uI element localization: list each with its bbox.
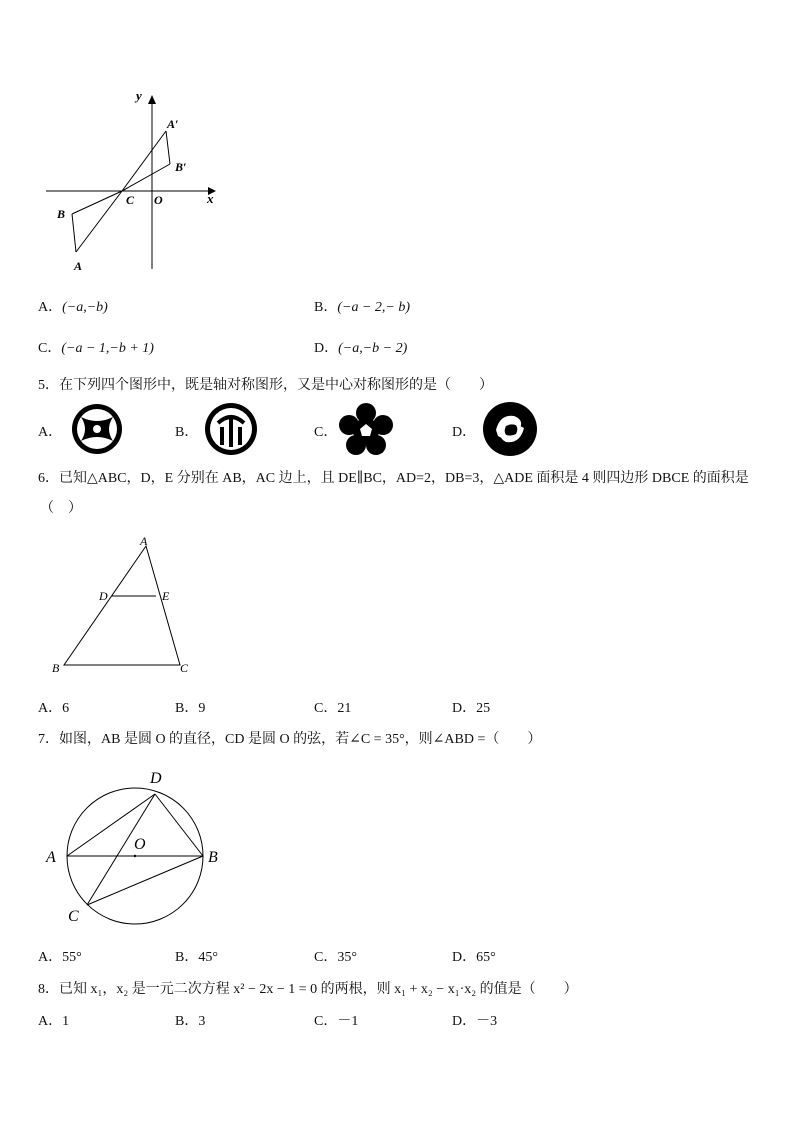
q5-question: 5．在下列四个图形中，既是轴对称图形，又是中心对称图形的是（ ）	[38, 378, 493, 393]
label-c: C	[126, 193, 135, 207]
label-c: C	[180, 661, 189, 675]
option-value: 55°	[62, 950, 82, 965]
symmetric-emblem-b	[200, 401, 262, 457]
q7-question: 7．如图，AB 是圆 O 的直径，CD 是圆 O 的弦，若∠C = 35°，则∠ABD =（ ）	[38, 732, 542, 747]
label-d: D	[99, 589, 108, 603]
option-value: 1	[62, 1014, 70, 1029]
option-letter: B．	[314, 300, 338, 315]
option-letter: B．	[175, 950, 199, 965]
option-value: 25	[476, 701, 491, 716]
symmetric-emblem-a	[67, 403, 127, 455]
y-axis-arrow	[148, 95, 156, 104]
q5-option-a[interactable]	[38, 421, 62, 441]
option-value: 3	[198, 1014, 206, 1029]
option-letter: D．	[452, 701, 477, 716]
swirl-emblem-d	[480, 400, 540, 458]
label-b-prime: B′	[175, 160, 187, 174]
flower-emblem-c	[338, 403, 394, 457]
segment-a-prime-b-prime	[166, 131, 170, 164]
label-x: x	[207, 191, 214, 206]
label-b: B	[57, 207, 66, 221]
option-value: 21	[337, 701, 352, 716]
option-letter: D．	[314, 341, 339, 356]
option-letter: D．	[452, 425, 477, 440]
label-a-prime: A′	[167, 117, 179, 131]
option-letter: C．	[314, 425, 338, 440]
option-value: 6	[62, 701, 70, 716]
q7-option-b[interactable]	[175, 946, 218, 966]
option-letter: A．	[38, 950, 63, 965]
q4-option-a[interactable]	[38, 296, 108, 316]
option-letter: A．	[38, 300, 63, 315]
chord-cb	[87, 856, 203, 905]
label-o: O	[134, 836, 146, 853]
label-o: O	[154, 193, 163, 207]
label-y: y	[136, 88, 142, 103]
q7-option-a[interactable]	[38, 946, 82, 966]
q5-option-c[interactable]	[314, 421, 337, 441]
option-letter: C．	[314, 950, 338, 965]
option-expression: (−a − 2,− b)	[337, 300, 411, 315]
q6-question-line1: 6．已知△ABC，D，E 分别在 AB，AC 边上，且 DE∥BC，AD=2，DB=3，△ADE 面积是 4 则四边形 DBCE 的面积是	[38, 471, 749, 486]
label-b: B	[208, 849, 218, 866]
option-letter: C．	[314, 701, 338, 716]
q8-option-a[interactable]	[38, 1010, 69, 1030]
option-letter: D．	[452, 950, 477, 965]
segment-a-b	[72, 214, 76, 252]
q7-option-d[interactable]	[452, 946, 496, 966]
option-letter: C．	[314, 1014, 338, 1029]
option-letter: A．	[38, 701, 63, 716]
q6-option-b[interactable]	[175, 697, 205, 717]
label-a: A	[140, 534, 148, 548]
option-letter: B．	[175, 1014, 199, 1029]
label-c: C	[68, 908, 79, 925]
option-value: －3	[476, 1014, 498, 1029]
coordinate-figure	[40, 85, 230, 275]
triangle-abc	[64, 546, 180, 665]
q6-option-d[interactable]	[452, 697, 490, 717]
option-value: －1	[337, 1014, 359, 1029]
option-letter: C．	[38, 341, 62, 356]
label-a: A	[46, 849, 56, 866]
q5-option-b[interactable]	[175, 421, 198, 441]
q8-option-b[interactable]	[175, 1010, 205, 1030]
option-letter: A．	[38, 425, 63, 440]
option-value: 45°	[198, 950, 218, 965]
q8-question: 8．已知 x₁，x₂ 是一元二次方程 x² − 2x − 1 = 0 的两根，则 x₁ + x₂ − x₁·x₂ 的值是（ ）	[38, 982, 578, 997]
q8-option-c[interactable]	[314, 1010, 358, 1030]
label-e: E	[162, 589, 170, 603]
label-d: D	[150, 770, 162, 787]
q6-option-a[interactable]	[38, 697, 69, 717]
circle-figure	[40, 765, 230, 927]
option-letter: B．	[175, 701, 199, 716]
option-value: 65°	[476, 950, 496, 965]
q4-option-b[interactable]	[314, 296, 410, 316]
q8-option-d[interactable]	[452, 1010, 497, 1030]
q4-option-d[interactable]	[314, 337, 407, 357]
option-letter: B．	[175, 425, 199, 440]
label-b: B	[52, 661, 60, 675]
option-value: 9	[198, 701, 206, 716]
option-expression: (−a − 1,−b + 1)	[61, 341, 154, 356]
option-expression: (−a,−b)	[62, 300, 108, 315]
label-a: A	[74, 259, 83, 273]
option-expression: (−a,−b − 2)	[338, 341, 408, 356]
q6-question-line2: （ ）	[40, 501, 82, 516]
triangle-figure	[48, 532, 198, 677]
option-letter: D．	[452, 1014, 477, 1029]
center-point	[134, 855, 136, 857]
q6-option-c[interactable]	[314, 697, 351, 717]
q4-option-c[interactable]	[38, 337, 154, 357]
option-value: 35°	[337, 950, 357, 965]
q7-option-c[interactable]	[314, 946, 357, 966]
q5-option-d[interactable]	[452, 421, 476, 441]
option-letter: A．	[38, 1014, 63, 1029]
